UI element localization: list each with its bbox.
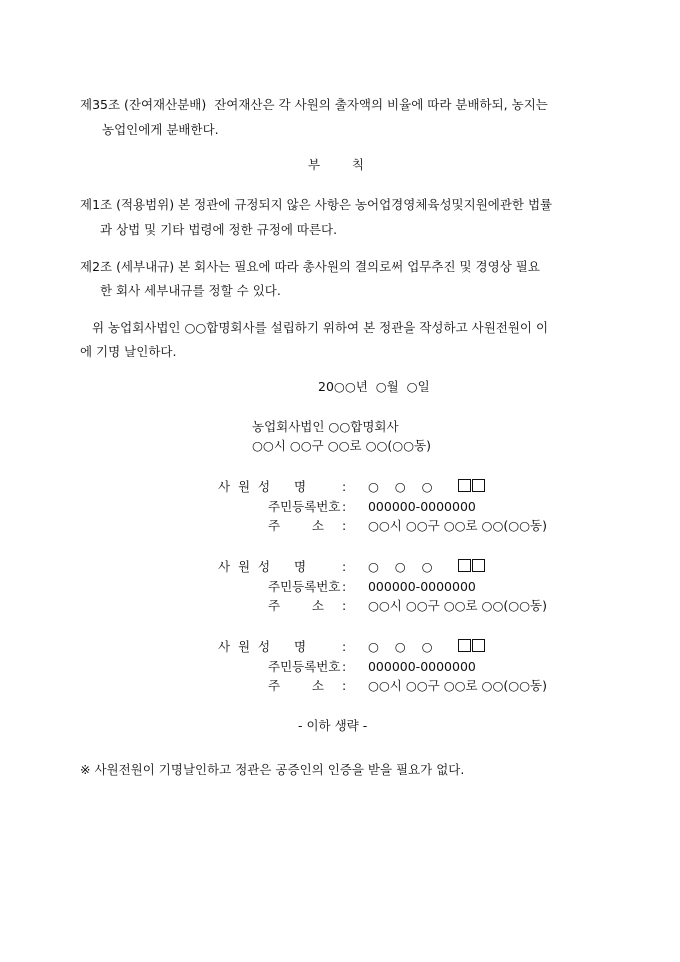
article35-head: 제35조 (잔여재산분배) (80, 97, 207, 112)
member-3-resident-number: 000000-0000000 (367, 659, 476, 674)
member-1-address-row (268, 516, 547, 534)
colon: : (341, 639, 347, 654)
company-address: ○○시 ○○구 ○○로 ○○(○○동) (252, 438, 432, 453)
colon: : (341, 598, 347, 613)
article2-line1: 제2조 (세부내규) 본 회사는 필요에 따라 총사원의 결의로써 업무추진 및 경영상 필요 (80, 259, 540, 274)
member-3-address-row (268, 676, 547, 694)
article35-line1 (80, 95, 548, 113)
article2-line2: 한 회사 세부내규를 정할 수 있다. (100, 283, 281, 298)
seal-box-icon (458, 639, 471, 652)
member-3-name-row (218, 637, 486, 655)
article1-line2: 과 상법 및 기타 법령에 정한 규정에 따른다. (100, 222, 338, 237)
member-3-name: ○ ○ ○ (367, 639, 433, 654)
member-1-resident-row (268, 497, 476, 515)
address-label: 주 소 (268, 678, 324, 693)
member-2-resident-number: 000000-0000000 (367, 579, 476, 594)
member-1-name: ○ ○ ○ (367, 479, 433, 494)
colon: : (341, 479, 347, 494)
date: 20○○년 ○월 ○일 (318, 379, 430, 394)
resident-number-label: 주민등록번호 (268, 659, 341, 674)
seal-box-icon (458, 559, 471, 572)
colon: : (341, 499, 347, 514)
seal-box-icon (472, 559, 485, 572)
appendix-title: 부 칙 (308, 157, 364, 172)
seal-box-icon (472, 479, 485, 492)
member-2-name-row (218, 557, 486, 575)
address-label: 주 소 (268, 598, 324, 613)
article1-line1: 제1조 (적용범위) 본 정관에 규정되지 않은 사항은 농어업경영체육성및지원에관한 법률 (80, 197, 553, 212)
footnote: ※ 사원전원이 기명날인하고 정관은 공증인의 인증을 받을 필요가 없다. (80, 762, 465, 777)
member-name-label: 사 원 성 명 (218, 639, 307, 654)
member-3-resident-row (268, 657, 476, 675)
colon: : (341, 579, 347, 594)
closing-line2: 에 기명 날인하다. (80, 344, 177, 359)
omission-note: - 이하 생략 - (298, 718, 368, 733)
member-name-label: 사 원 성 명 (218, 559, 307, 574)
colon: : (341, 659, 347, 674)
company-name: 농업회사법인 ○○합명회사 (252, 419, 399, 434)
member-2-address: ○○시 ○○구 ○○로 ○○(○○동) (367, 598, 548, 613)
address-label: 주 소 (268, 518, 324, 533)
article35-text1: 잔여재산은 각 사원의 출자액의 비율에 따라 분배하되, 농지는 (214, 97, 548, 112)
member-2-address-row (268, 596, 547, 614)
colon: : (341, 518, 347, 533)
member-3-address: ○○시 ○○구 ○○로 ○○(○○동) (367, 678, 548, 693)
member-2-resident-row (268, 577, 476, 595)
seal-box-icon (458, 479, 471, 492)
colon: : (341, 559, 347, 574)
resident-number-label: 주민등록번호 (268, 579, 341, 594)
colon: : (341, 678, 347, 693)
member-1-address: ○○시 ○○구 ○○로 ○○(○○동) (367, 518, 548, 533)
member-1-name-row (218, 477, 486, 495)
member-name-label: 사 원 성 명 (218, 479, 307, 494)
resident-number-label: 주민등록번호 (268, 499, 341, 514)
seal-box-icon (472, 639, 485, 652)
closing-line1: 위 농업회사법인 ○○합명회사를 설립하기 위하여 본 정관을 작성하고 사원전원이 이 (92, 320, 549, 335)
member-1-resident-number: 000000-0000000 (367, 499, 476, 514)
article35-line2: 농업인에게 분배한다. (102, 122, 219, 137)
member-2-name: ○ ○ ○ (367, 559, 433, 574)
